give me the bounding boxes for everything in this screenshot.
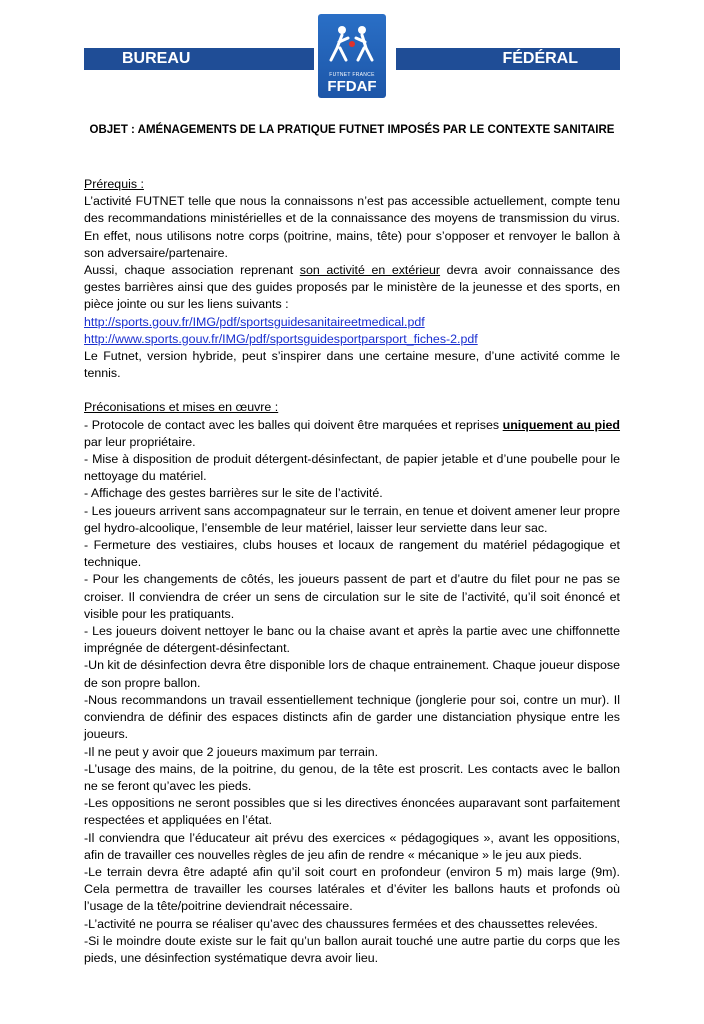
preconisation-item: - Les joueurs doivent nettoyer le banc ou la chaise avant et après la partie avec une chiffonnette imprégnée de détergent-désinfectant.: [84, 624, 620, 656]
prerequis-paragraph-3: Le Futnet, version hybride, peut s’inspirer dans une certaine mesure, d’une activité comme le tennis.: [84, 349, 620, 381]
prerequis-p2-underlined: son activité en extérieur: [299, 263, 441, 278]
document-subject: OBJET : AMÉNAGEMENTS DE LA PRATIQUE FUTNET IMPOSÉS PAR LE CONTEXTE SANITAIRE: [89, 124, 615, 136]
preconisation-item: -L’usage des mains, de la poitrine, du genou, de la tête est proscrit. Les contacts avec le ballon ne se feront qu’avec les pieds.: [84, 761, 620, 793]
preconisation-item: - Les joueurs arrivent sans accompagnateur sur le terrain, en tenue et doivent amener leur propre gel hydro-alcoolique, l’ensemble de leur matériel, laisser leur serviette dans leur sac.: [84, 503, 620, 535]
prerequis-paragraph-2: [84, 262, 620, 314]
preconisation-item: - Fermeture des vestiaires, clubs houses et locaux de rangement du matériel pédagogique et technique.: [84, 538, 620, 570]
preconisation-item: -Nous recommandons un travail essentiellement technique (jonglerie pour soi, contre un mur). Il conviendra de définir des espaces distincts afin de garder une distanciation physique entre les joueurs.: [84, 692, 620, 742]
guide-sport-par-sport-link[interactable]: http://www.sports.gouv.fr/IMG/pdf/sportsguidesportparsport_fiches-2.pdf: [84, 331, 478, 346]
futnet-players-logo-icon: [328, 22, 376, 68]
preconisation-item: [84, 417, 620, 451]
preconisation-item: -L’activité ne pourra se réaliser qu’avec des chaussures fermées et des chaussettes relevées.: [84, 916, 598, 931]
header-left-label: BUREAU: [122, 50, 191, 67]
header-bar-right: [396, 48, 620, 70]
item1-emphasis: uniquement au pied: [502, 417, 621, 432]
preconisation-item: -Il conviendra que l’éducateur ait prévu des exercices « pédagogiques », avant les oppositions, afin de travailler ces nouvelles règles de jeu afin de rendre « mécanique » le jeu aux pieds.: [84, 830, 620, 862]
prerequis-p2-start: Aussi, chaque association reprenant: [84, 263, 300, 278]
preconisation-item: -Le terrain devra être adapté afin qu’il soit court en profondeur (environ 5 m) mais large (9m). Cela permettra de travailler les courses latérales et d’éviter les ballons hauts et profonds où l’usage de la tête/poitrine deviendrait nécessaire.: [84, 864, 620, 914]
header-bar-left: [84, 48, 314, 70]
guide-sanitaire-link[interactable]: http://sports.gouv.fr/IMG/pdf/sportsguidesanitaireetmedical.pdf: [84, 314, 425, 329]
item1-start: - Protocole de contact avec les balles qui doivent être marquées et reprises: [84, 417, 503, 432]
preconisations-heading: Préconisations et mises en œuvre :: [84, 400, 279, 415]
preconisation-item: -Un kit de désinfection devra être disponible lors de chaque entrainement. Chaque joueur dispose de son propre ballon.: [84, 658, 620, 690]
preconisation-item: - Affichage des gestes barrières sur le site de l’activité.: [84, 486, 383, 501]
preconisation-item: -Il ne peut y avoir que 2 joueurs maximum par terrain.: [84, 744, 379, 759]
preconisation-item: - Pour les changements de côtés, les joueurs passent de part et d’autre du filet pour ne pas se croiser. Il conviendra de créer un sens de circulation sur le site de l’activité, qu’il soit énoncé et visible pour les pratiquants.: [84, 572, 620, 621]
prerequis-p2-end: devra avoir connaissance des gestes barrières ainsi que des guides proposés par le ministère de la jeunesse et des sports, en pièce jointe ou sur les liens suivants :: [84, 263, 621, 312]
document-body: [84, 176, 620, 967]
item1-end: par leur propriétaire.: [84, 434, 196, 449]
preconisation-item: -Les oppositions ne seront possibles que si les directives énoncées auparavant sont parfaitement respectées et appliquées en l’état.: [84, 796, 620, 828]
prerequis-heading: Prérequis :: [84, 177, 144, 191]
prerequis-paragraph-1: L’activité FUTNET telle que nous la connaissons n’est pas accessible actuellement, compte tenu des recommandations ministérielles et de la connaissance des moyens de transmission du virus. En effet, nous utilisons notre corps (poitrine, mains, tête) pour s’opposer et renvoyer le ballon à son adversaire/partenaire.: [84, 194, 620, 260]
ffdaf-logo: [318, 14, 386, 98]
logo-title: FFDAF: [327, 78, 377, 95]
header-right-label: FÉDÉRAL: [502, 50, 578, 67]
preconisation-item: - Mise à disposition de produit détergent-désinfectant, de papier jetable et d’une poubelle pour le nettoyage du matériel.: [84, 452, 620, 484]
logo-subtitle: FUTNET FRANCE: [329, 72, 375, 78]
preconisation-item: -Si le moindre doute existe sur le fait qu’un ballon aurait touché une autre partie du corps que les pieds, une désinfection systématique devra avoir lieu.: [84, 933, 620, 965]
